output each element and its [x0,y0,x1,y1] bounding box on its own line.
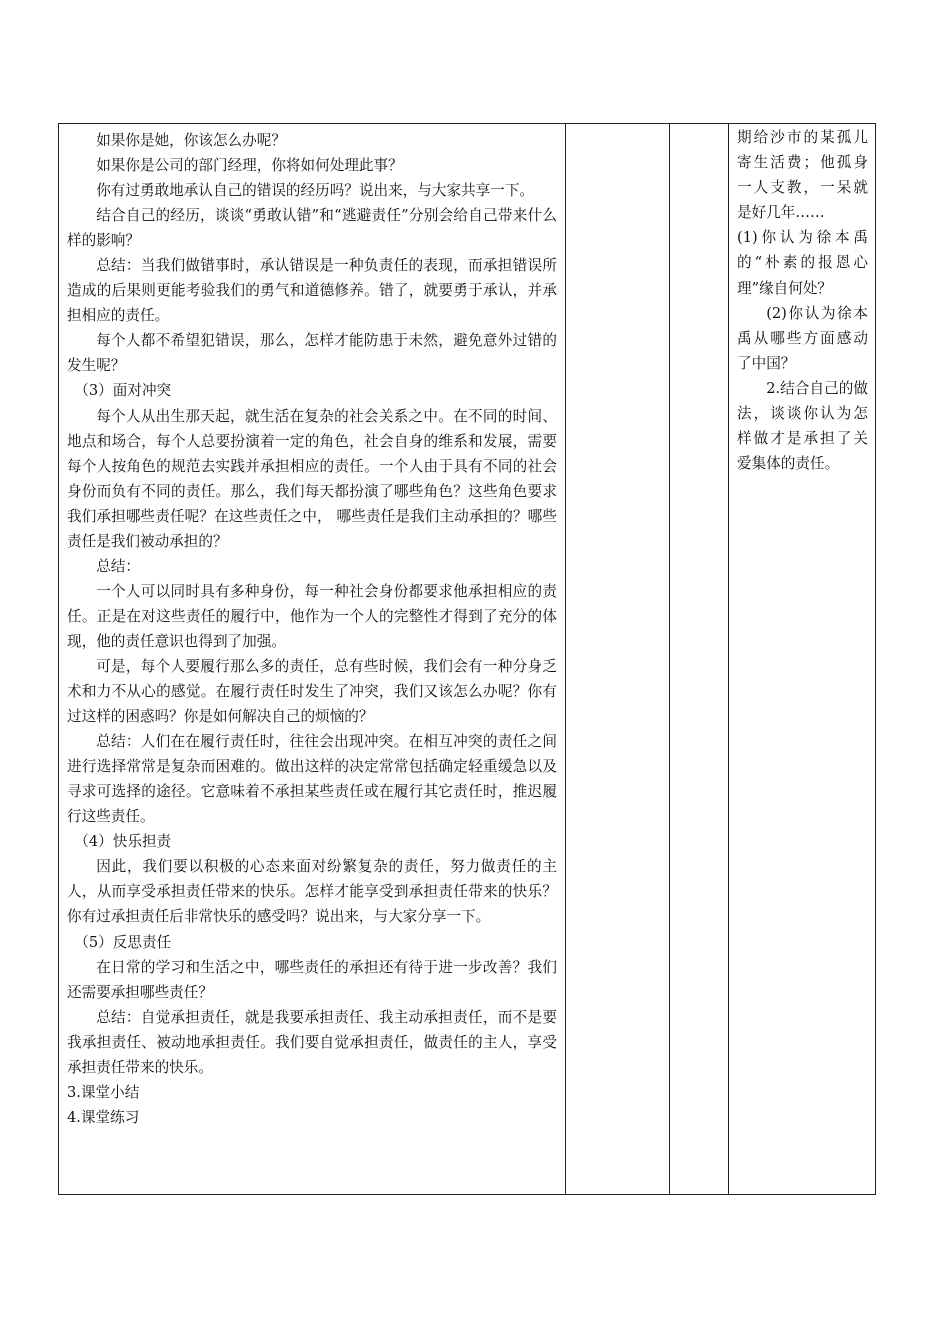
section-heading: （4）快乐担责 [74,833,172,851]
summary-paragraph: 总结：自觉承担责任，就是我要承担责任、我主动承担责任，而不是要我承担责任、被动地承担责任。我们要自觉承担责任，做责任的主人，享受承担责任带来的快乐。 [67,1008,557,1076]
section-heading: （5）反思责任 [74,933,172,951]
summary-paragraph: 总结：人们在在履行责任时，往往会出现冲突。在相互冲突的责任之间进行选择常常是复杂而困难的。做出这样的决定常常包括确定轻重缓急以及寻求可选择的途径。它意味着不承担某些责任或在履行其它责任时，推迟履行这些责任。 [67,733,557,826]
section-heading: （3）面对冲突 [74,382,172,400]
empty-column [670,124,729,1194]
paragraph: 如果你是她，你该怎么办呢？ [96,132,286,149]
summary-paragraph: 总结：当我们做错事时，承认错误是一种负责任的表现，而承担错误所造成的后果则更能考验我们的勇气和道德修养。错了，就要勇于承认，并承担相应的责任。 [67,257,557,325]
paragraph: 结合自己的经历，谈谈“勇敢认错”和“逃避责任”分别会给自己带来什么样的影响？ [67,207,557,250]
lesson-table [58,123,876,1195]
paragraph: 在日常的学习和生活之中，哪些责任的承担还有待于进一步改善？我们还需要承担哪些责任？ [67,958,557,1001]
side-question: (1)你认为徐本禹的“朴素的报恩心理”缘自何处？ [737,229,868,297]
section-heading: 4.课堂练习 [67,1108,140,1126]
side-text-block [729,124,875,476]
paragraph: 一个人可以同时具有多种身份，每一种社会身份都要求他承担相应的责任。正是在对这些责任的履行中，他作为一个人的完整性才得到了充分的体现，他的责任意识也得到了加强。 [67,582,557,650]
section-heading: 3.课堂小结 [67,1083,140,1101]
paragraph: 如果你是公司的部门经理，你将如何处理此事？ [96,157,403,175]
main-content-column [59,124,566,1194]
side-question: 2.结合自己的做法，谈谈你认为怎样做才是承担了关爱集体的责任。 [737,379,868,473]
empty-column [566,124,670,1194]
paragraph: 因此，我们要以积极的心态来面对纷繁复杂的责任，努力做责任的主人，从而享受承担责任带来的快乐。怎样才能享受到承担责任带来的快乐？ 你有过承担责任后非常快乐的感受吗？说出来，与大家分享一下。 [67,858,557,926]
paragraph: 每个人从出生那天起，就生活在复杂的社会关系之中。在不同的时间、地点和场合，每个人总要扮演着一定的角色，社会自身的维系和发展，需要每个人按角色的规范去实践并承担相应的责任。一个人由于具有不同的社会身份而负有不同的责任。那么，我们每天都扮演了哪些角色？这些角色要求我们承担哪些责任呢？在这些责任之中， 哪些责任是我们主动承担的？哪些责任是我们被动承担的？ [67,407,557,550]
paragraph: 你有过勇敢地承认自己的错误的经历吗？说出来，与大家共享一下。 [96,182,535,200]
side-paragraph: 期给沙市的某孤儿寄生活费；他孤身一人支教，一呆就是好几年…… [737,129,868,222]
side-question: (2)你认为徐本禹从哪些方面感动了中国？ [737,304,868,372]
main-text-block [59,124,565,1130]
side-note-column [729,124,875,1194]
paragraph: 可是，每个人要履行那么多的责任，总有些时候，我们会有一种分身乏术和力不从心的感觉。在履行责任时发生了冲突，我们又该怎么办呢？你有过这样的困惑吗？你是如何解决自己的烦恼的？ [67,657,557,726]
summary-label: 总结： [96,557,140,575]
paragraph: 每个人都不希望犯错误，那么，怎样才能防患于未然，避免意外过错的发生呢？ [67,332,557,375]
